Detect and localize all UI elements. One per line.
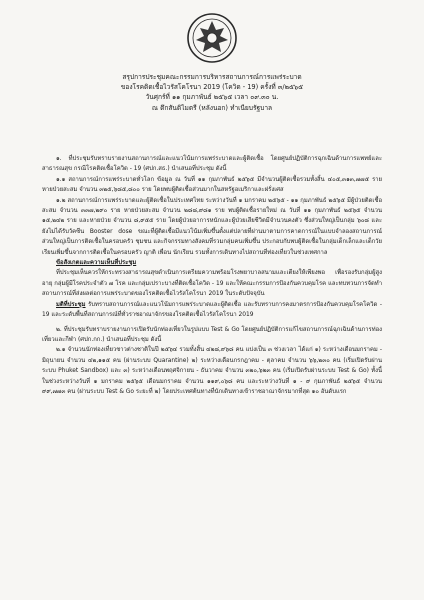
resolution-label: มติที่ประชุม bbox=[56, 301, 86, 308]
paragraph-resolution bbox=[42, 300, 382, 321]
header-title-line1: สรุปการประชุมคณะกรรมการบริหารสถานการณ์การแพร่ระบาด bbox=[122, 73, 302, 81]
document-body bbox=[42, 154, 382, 397]
header-date-line: วันศุกร์ที่ ๑๑ กุมภาพันธ์ ๒๕๖๕ เวลา ๐๙.๓๐ น. bbox=[145, 93, 279, 102]
header-title-line2: ของโรคติดเชื้อไวรัสโคโรนา 2019 (โควิด - 19) ครั้งที่ ๓/๒๕๖๕ bbox=[120, 83, 304, 92]
paragraph-item-1: ๑. ที่ประชุมรับทราบรายงานสถานการณ์และแนวโน้มการแพร่ระบาดและผู้ติดเชื้อ โดยศูนย์ปฏิบัติการฉุกเฉินด้านการแพทย์และสาธารณสุข กรณีโรคติดเชื้อโควิด - 19 (ศปก.สธ.) นำเสนอที่ประชุม ดังนี้ bbox=[42, 156, 382, 173]
paragraph-item-2-1: ๒.๑ จำนวนนักท่องเที่ยวชาวต่างชาติในปี ๒๕๖๔ รวมทั้งสิ้น ๔๒๘,๙๖๘ คน แบ่งเป็น ๓ ช่วงเวลา ได้แก่ ๑) ระหว่างเดือนมกราคม - มิถุนายน จำนวน ๔๒,๑๑๕ คน (ผ่านระบบ Quarantine) ๒) ระหว่างเดือนกรกฎาคม - ตุลาคม จำนวน ๖๖,๒๓๐ คน (เริ่มเปิดรับผ่านระบบ Phuket Sandbox) และ ๓) ระหว่างเดือนพฤศจิกายน - ธันวาคม จำนวน ๓๒๐,๖๒๓ คน (เริ่มเปิดรับผ่านระบบ Test & Go) ทั้งนี้ ในช่วงระหว่างวันที่ ๑ มกราคม ๒๕๖๕ เดือนมกราคม จำนวน ๑๑๙,๐๖๘ คน และระหว่างวันที่ ๑ - ๙ กุมภาพันธ์ ๒๕๖๕ จำนวน ๙๙,๗๗๓ คน (ผ่านระบบ Test & Go ระยะที่ ๒) โดยประเทศต้นทางที่นักเดินทางเข้าราชอาณาจักรมากที่สุด ๑๐ อันดับแรก bbox=[42, 347, 382, 395]
paragraph-item-1-2: ๑.๒ สถานการณ์การแพร่ระบาดและผู้ติดเชื้อในประเทศไทย ระหว่างวันที่ ๑ มกราคม ๒๕๖๕ - ๑๑ กุมภาพันธ์ ๒๕๖๕ มีผู้ป่วยติดเชื้อสะสม จำนวน ๓๓๗,๒๙๐ ราย หายป่วยสะสม จำนวน ๒๘๘,๙๘๑ ราย พบผู้ติดเชื้อรายใหม่ ณ วันที่ ๑๑ กุมภาพันธ์ ๒๕๖๕ จำนวน ๑๕,๒๔๒ ราย และหายป่วย จำนวน ๘,๙๕๕ ราย โดยผู้ป่วยอาการหนักและผู้ป่วยเสียชีวิตมีจำนวนคงตัว ซึ่งส่วนใหญ่เป็นกลุ่ม ๖๐๘ และยังไม่ได้รับวัคซีน Booster dose ขณะที่ผู้ติดเชื้อมีแนวโน้มเพิ่มขึ้นตั้งแต่ปลายที่ผ่านมาตามการคาดการณ์ในแบบจำลองสถานการณ์ ส่วนใหญ่เป็นการติดเชื้อในครอบครัว ชุมชน และกิจกรรมทางสังคมที่รวมกลุ่มคนเพิ่มขึ้น ประกอบกับพบผู้ติดเชื้อในกลุ่มเด็กเล็กและเด็กวัยเรียนเพิ่มขึ้นจากการติดเชื้อในครอบครัว ญาติ เพื่อน นักเรียน รวมทั้งการเดินทางไปสถานที่ท่องเที่ยวในช่วงเทศกาล bbox=[42, 197, 382, 256]
document-header bbox=[0, 72, 424, 113]
government-seal-icon bbox=[186, 12, 238, 64]
header-location-line: ณ ตึกสันติไมตรี (หลังนอก) ทำเนียบรัฐบาล bbox=[151, 103, 273, 112]
paragraph-observations: ที่ประชุมเห็นควรให้กระทรวงสาธารณสุขดำเนินการเตรียมความพร้อมโรงพยาบาลสนามและเตียงให้เพียงพอ เพื่อรองรับกลุ่มผู้สูงอายุ กลุ่มผู้มีโรคประจำตัว ๗ โรค และกลุ่มเปราะบางที่ติดเชื้อโควิด - 19 และให้คณะกรรมการป้องกันควบคุมโรค และทบทวนการจัดทำสถานการณ์ที่ส่งผลต่อการแพร่ระบาดของโรคติดเชื้อไวรัสโคโรนา 2019 ในระดับปัจจุบัน bbox=[42, 270, 382, 298]
resolution-text: รับทราบสถานการณ์และแนวโน้มการแพร่ระบาดและผู้ติดเชื้อ และรับทราบการคงมาตรการป้องกันควบคุมโรคโควิด - 19 และระดับพื้นที่สถานการณ์ที่ทั่วราชอาณาจักรของโรคติดเชื้อไวรัสโคโรนา 2019 bbox=[42, 301, 382, 319]
paragraph-item-2: ๒. ที่ประชุมรับทราบรายงานการเปิดรับนักท่องเที่ยวในรูปแบบ Test & Go โดยศูนย์ปฏิบัติการแก้ไขสถานการณ์ฉุกเฉินด้านการท่องเที่ยวและกีฬา (ศปก.กก.) นำเสนอที่ประชุม ดังนี้ bbox=[42, 326, 382, 343]
paragraph-item-1-1: ๑.๑ สถานการณ์การแพร่ระบาดทั่วโลก ข้อมูล ณ วันที่ ๑๑ กุมภาพันธ์ ๒๕๖๕ มีจำนวนผู้ติดเชื้อรวมทั้งสิ้น ๔๐๕,๓๑๓,๗๗๕ ราย หายป่วยสะสม จำนวน ๓๒๕,๖๘๕,๘๐๐ ราย โดยพบผู้ติดเชื้อส่วนมากในสหรัฐอเมริกาและฝรั่งเศส bbox=[42, 176, 382, 194]
section-heading-observations: ข้อสังเกตและความเห็นที่ประชุม bbox=[56, 260, 137, 267]
